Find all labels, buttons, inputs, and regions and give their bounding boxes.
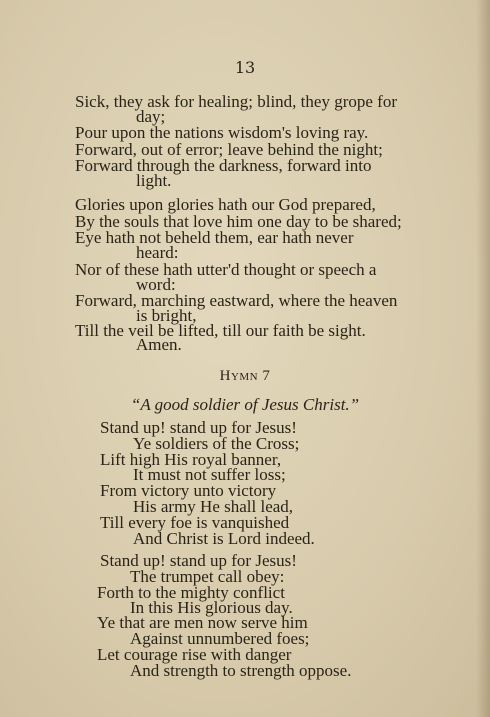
- stanza-line: Forth to the mighty conflict: [97, 583, 285, 602]
- stanza-line: It must not suffer loss;: [133, 465, 286, 484]
- stanza-line: Ye soldiers of the Cross;: [133, 434, 300, 453]
- stanza-line: The trumpet call obey:: [130, 567, 285, 586]
- verse-line: is bright,: [136, 306, 197, 325]
- page-edge-shadow: [476, 0, 490, 717]
- stanza-line: Ye that are men now serve him: [97, 613, 308, 632]
- verse-line: heard:: [136, 243, 179, 262]
- verse-line: By the souls that love him one day to be shared;: [75, 212, 402, 231]
- stanza-line: Stand up! stand up for Jesus!: [100, 418, 297, 437]
- verse-line: Forward through the darkness, forward into: [75, 156, 372, 175]
- stanza-line: From victory unto victory: [100, 481, 277, 500]
- stanza-line: And Christ is Lord indeed.: [133, 529, 315, 548]
- stanza-line: Stand up! stand up for Jesus!: [100, 551, 297, 570]
- verse-line: Pour upon the nations wisdom's loving ray.: [75, 123, 369, 142]
- verse-line: Till the veil be lifted, till our faith be sight.: [75, 321, 366, 340]
- verse-line: Nor of these hath utter'd thought or speech a: [75, 260, 377, 279]
- verse-line: word:: [136, 275, 176, 294]
- page-number: 13: [234, 58, 256, 77]
- verse-line: light.: [136, 171, 172, 190]
- verse-line: Eye hath not beheld them, ear hath never: [75, 228, 354, 247]
- verse-line: Forward, marching eastward, where the heaven: [75, 291, 398, 310]
- stanza-line: Till every foe is vanquished: [100, 513, 290, 532]
- hymn-title: Hymn 7: [219, 368, 271, 384]
- stanza-line: Let courage rise with danger: [97, 645, 292, 664]
- stanza-line: And strength to strength oppose.: [130, 661, 352, 680]
- verse-line: Forward, out of error; leave behind the night;: [75, 140, 383, 159]
- stanza-line: Lift high His royal banner,: [100, 450, 282, 469]
- stanza-line: His army He shall lead,: [133, 497, 294, 516]
- verse-line: Glories upon glories hath our God prepared,: [75, 195, 376, 214]
- verse-line: Amen.: [136, 335, 182, 354]
- stanza-line: In this His glorious day.: [130, 598, 293, 617]
- verse-line: day;: [136, 107, 166, 126]
- verse-line: Sick, they ask for healing; blind, they grope for: [75, 92, 397, 111]
- stanza-line: Against unnumbered foes;: [130, 629, 310, 648]
- hymn-subtitle: “A good soldier of Jesus Christ.”: [130, 395, 360, 414]
